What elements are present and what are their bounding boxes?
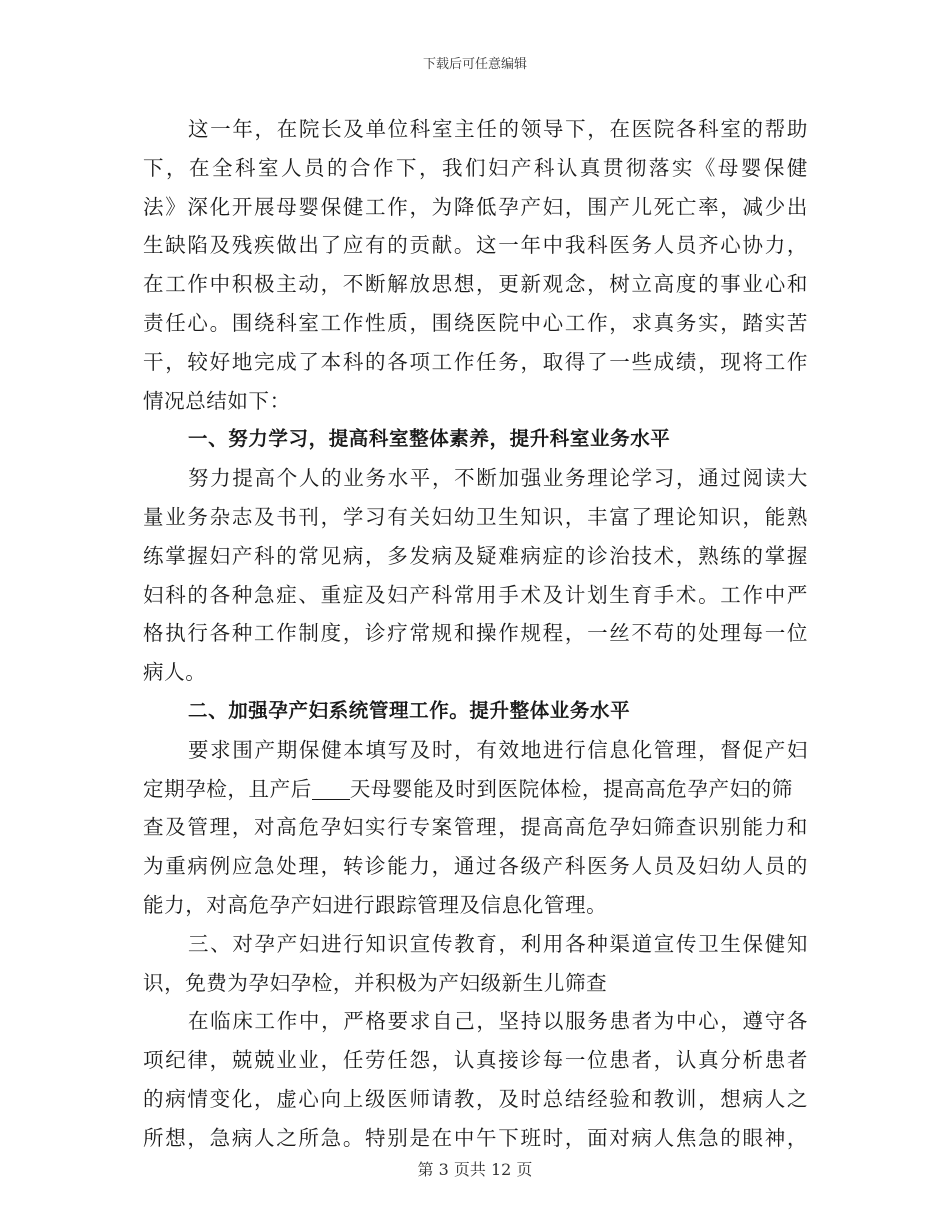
paragraph-intro <box>143 110 808 420</box>
text-line: 干，较好地完成了本科的各项工作任务，取得了一些成绩，现将工作 <box>143 349 808 374</box>
text-line: 病人。 <box>143 660 207 685</box>
text-line: 下，在全科室人员的合作下，我们妇产科认真贯彻落实《母婴保健 <box>143 155 808 180</box>
fill-in-blank <box>312 777 350 800</box>
text-line: 在临床工作中，严格要求自己，坚持以服务患者为中心，遵守各 <box>188 1009 808 1034</box>
text-fragment: 天母婴能及时到医院体检，提高高危孕产妇的筛 <box>349 776 793 801</box>
text-line: 识，免费为孕妇孕检，并积极为产妇级新生儿筛查 <box>143 970 608 995</box>
text-line: 练掌握妇产科的常见病，多发病及疑难病症的诊治技术，熟练的掌握 <box>143 543 808 568</box>
text-line: 项纪律，兢兢业业，任劳任怨，认真接诊每一位患者，认真分析患者 <box>143 1048 808 1073</box>
page-header: 下载后可任意编辑 <box>422 57 527 72</box>
text-line: 查及管理，对高危孕妇实行专案管理，提高高危孕妇筛查识别能力和 <box>143 815 808 840</box>
text-line: 量业务杂志及书刊，学习有关妇幼卫生知识，丰富了理论知识，能熟 <box>143 504 808 529</box>
text-line: 所想，急病人之所急。特别是在中午下班时，面对病人焦急的眼神， <box>143 1125 808 1150</box>
text-line: 格执行各种工作制度，诊疗常规和操作规程，一丝不苟的处理每一位 <box>143 621 808 646</box>
text-line: 在工作中积极主动，不断解放思想，更新观念，树立高度的事业心和 <box>143 272 808 297</box>
document-body <box>143 110 808 1158</box>
text-line: 能力，对高危孕产妇进行跟踪管理及信息化管理。 <box>143 892 608 917</box>
section-heading-1: 一、努力学习，提高科室整体素养，提升科室业务水平 <box>188 427 671 451</box>
paragraph-maternal-management <box>143 731 808 925</box>
text-line: 妇科的各种急症、重症及妇产科常用手术及计划生育手术。工作中严 <box>143 582 808 607</box>
text-line: 三、对孕产妇进行知识宣传教育，利用各种渠道宣传卫生保健知 <box>188 931 808 956</box>
page-footer: 第 3 页共 12 页 <box>417 1160 533 1179</box>
text-line: 责任心。围绕科室工作性质，围绕医院中心工作，求真务实，踏实苦 <box>143 310 808 335</box>
text-line-with-blank <box>143 770 808 809</box>
text-line: 要求围产期保健本填写及时，有效地进行信息化管理，督促产妇 <box>188 737 808 762</box>
paragraph-clinical-work <box>143 1002 808 1157</box>
text-line: 为重病例应急处理，转诊能力，通过各级产科医务人员及妇幼人员的 <box>143 854 808 879</box>
text-line: 法》深化开展母婴保健工作，为降低孕产妇，围产儿死亡率，减少出 <box>143 194 808 219</box>
text-fragment: 定期孕检，且产后 <box>143 776 312 801</box>
text-line: 的病情变化，虚心向上级医师请教，及时总结经验和教训，想病人之 <box>143 1086 808 1111</box>
paragraph-study <box>143 459 808 692</box>
text-line: 生缺陷及残疾做出了应有的贡献。这一年中我科医务人员齐心协力， <box>143 233 808 258</box>
text-line: 情况总结如下： <box>143 388 291 413</box>
text-line: 这一年，在院长及单位科室主任的领导下，在医院各科室的帮助 <box>188 117 808 141</box>
text-line: 努力提高个人的业务水平，不断加强业务理论学习，通过阅读大 <box>188 466 808 491</box>
paragraph-health-education <box>143 925 808 1003</box>
section-heading-2: 二、加强孕产妇系统管理工作。提升整体业务水平 <box>188 698 631 722</box>
